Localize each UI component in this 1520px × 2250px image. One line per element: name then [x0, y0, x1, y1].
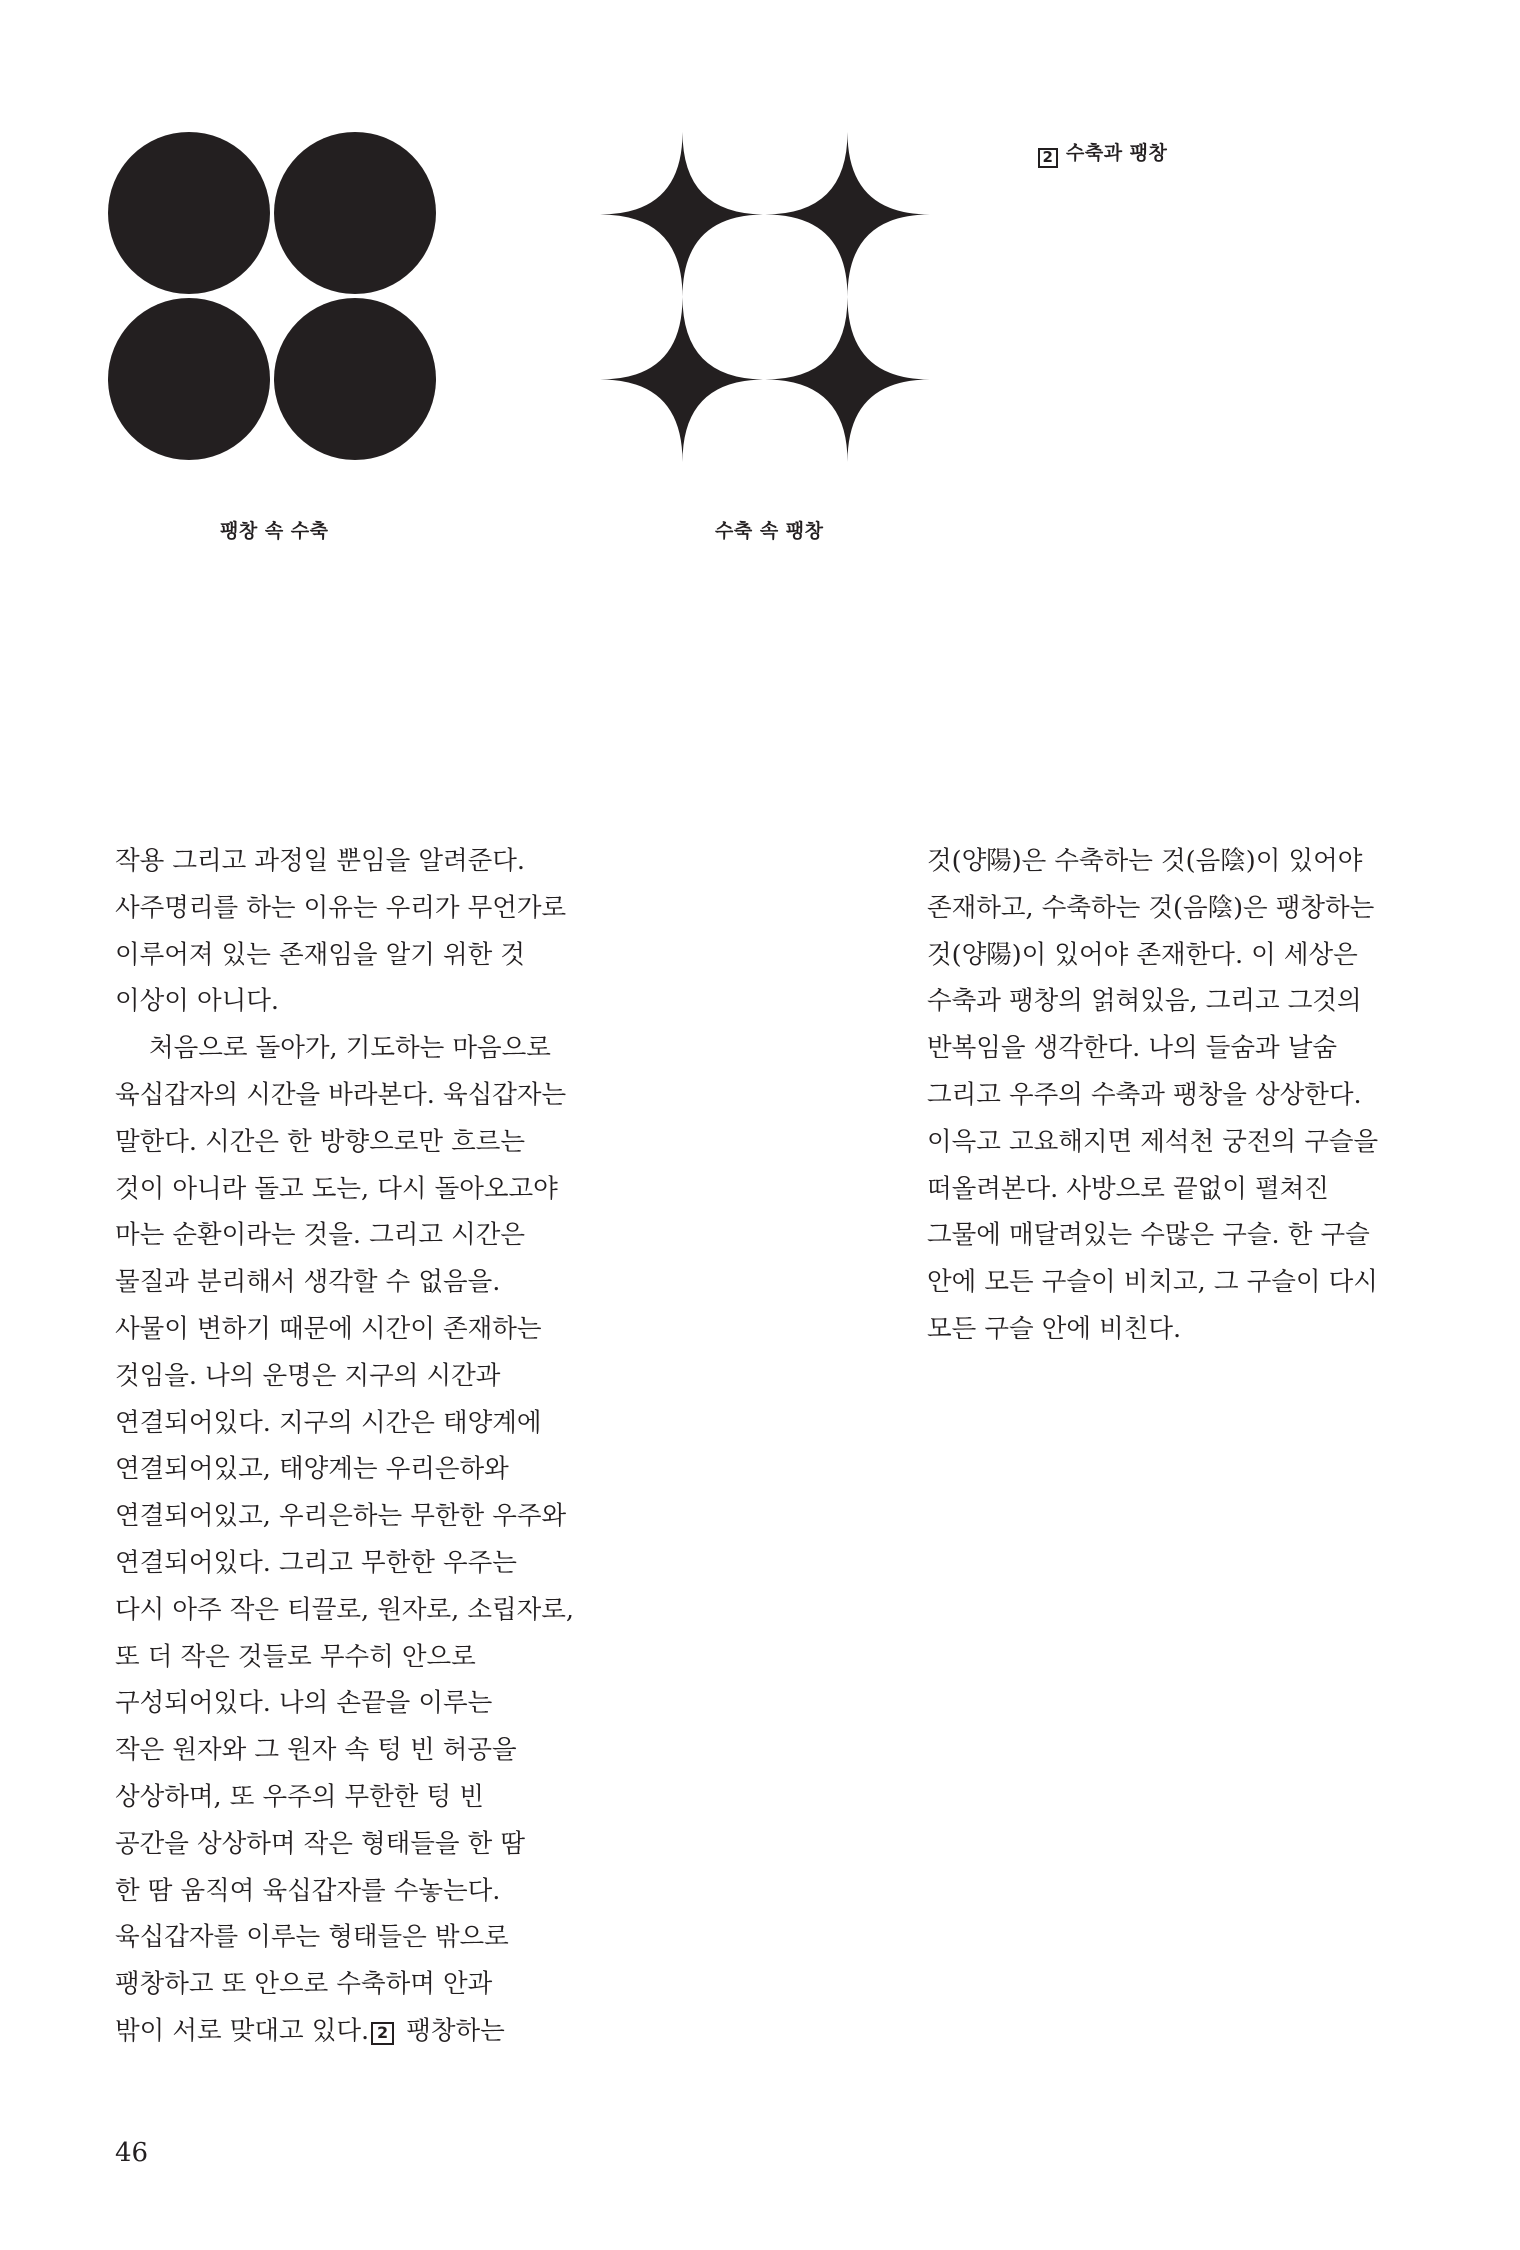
text-line: 연결되어있고, 태양계는 우리은하와 [115, 1454, 509, 1485]
right-text-column [927, 838, 1378, 1353]
text-line: 한 땀 움직여 육십갑자를 수놓는다. [115, 1875, 501, 1906]
text-line: 떠올려본다. 사방으로 끝없이 펼쳐진 [927, 1173, 1329, 1204]
caption-right: 수축 속 팽창 [715, 520, 824, 542]
text-line: 구성되어있다. 나의 손끝을 이루는 [115, 1688, 493, 1719]
text-line: 것(양陽)은 수축하는 것(음陰)이 있어야 [927, 846, 1363, 876]
circle-shape [108, 132, 270, 294]
text-line: 이상이 아니다. [115, 986, 280, 1017]
text-line: 말한다. 시간은 한 방향으로만 흐르는 [115, 1126, 526, 1157]
star-shape [765, 132, 930, 297]
text-line: 이윽고 고요해지면 제석천 궁전의 구슬을 [927, 1126, 1379, 1157]
text-line: 육십갑자를 이루는 형태들은 밖으로 [115, 1922, 509, 1953]
four-stars-figure [600, 132, 930, 462]
star-shape [600, 297, 765, 462]
text-line: 육십갑자의 시간을 바라본다. 육십갑자는 [115, 1079, 567, 1110]
figure-reference-badge: 2 [371, 2022, 394, 2045]
text-line: 작은 원자와 그 원자 속 텅 빈 허공을 [115, 1735, 517, 1766]
four-circles-figure [108, 132, 438, 462]
text-line: 것임을. 나의 운명은 지구의 시간과 [115, 1360, 501, 1391]
text-line: 그리고 우주의 수축과 팽창을 상상한다. [927, 1079, 1362, 1110]
text-line: 사주명리를 하는 이유는 우리가 무언가로 [115, 892, 567, 923]
text-line: 모든 구슬 안에 비친다. [927, 1313, 1182, 1344]
text-line: 연결되어있다. 지구의 시간은 태양계에 [115, 1407, 542, 1438]
figure-label [1038, 138, 1167, 168]
text-line: 공간을 상상하며 작은 형태들을 한 땀 [115, 1828, 526, 1859]
text-line: 수축과 팽창의 얽혀있음, 그리고 그것의 [927, 986, 1362, 1017]
text-line: 또 더 작은 것들로 무수히 안으로 [115, 1641, 476, 1672]
text-line: 그물에 매달려있는 수많은 구슬. 한 구슬 [927, 1220, 1370, 1251]
text-line: 연결되어있다. 그리고 무한한 우주는 [115, 1547, 517, 1578]
text-line: 연결되어있고, 우리은하는 무한한 우주와 [115, 1501, 567, 1532]
circle-shape [274, 298, 436, 460]
star-shape [600, 132, 765, 297]
star-shape [765, 297, 930, 462]
circle-shape [274, 132, 436, 294]
text-line: 작용 그리고 과정일 뿐임을 알려준다. [115, 846, 526, 876]
text-line: 사물이 변하기 때문에 시간이 존재하는 [115, 1313, 542, 1344]
text-line: 것이 아니라 돌고 도는, 다시 돌아오고야 [115, 1173, 558, 1204]
page-number: 46 [115, 2138, 149, 2168]
text-line: 물질과 분리해서 생각할 수 없음을. [115, 1267, 501, 1298]
text-line: 안에 모든 구슬이 비치고, 그 구슬이 다시 [927, 1267, 1378, 1298]
text-line-last [115, 2008, 574, 2055]
text-line: 것(양陽)이 있어야 존재한다. 이 세상은 [927, 939, 1358, 970]
text-line: 상상하며, 또 우주의 무한한 텅 빈 [115, 1781, 484, 1812]
left-text-column [115, 838, 574, 2055]
text-line: 존재하고, 수축하는 것(음陰)은 팽창하는 [927, 892, 1375, 923]
circle-shape [108, 298, 270, 460]
figure-number-badge: 2 [1038, 148, 1058, 168]
figure-label-text: 수축과 팽창 [1066, 142, 1168, 164]
text-line: 마는 순환이라는 것을. 그리고 시간은 [115, 1220, 526, 1251]
caption-left: 팽창 속 수축 [220, 520, 329, 542]
text-line: 처음으로 돌아가, 기도하는 마음으로 [149, 1033, 551, 1064]
text-segment: 밖이 서로 맞대고 있다. [115, 2015, 370, 2046]
text-line: 팽창하고 또 안으로 수축하며 안과 [115, 1969, 493, 2000]
text-line: 반복임을 생각한다. 나의 들숨과 날숨 [927, 1033, 1338, 1064]
text-line: 이루어져 있는 존재임을 알기 위한 것 [115, 939, 526, 970]
text-segment: 팽창하는 [398, 2015, 505, 2046]
text-line: 다시 아주 작은 티끌로, 원자로, 소립자로, [115, 1594, 574, 1625]
